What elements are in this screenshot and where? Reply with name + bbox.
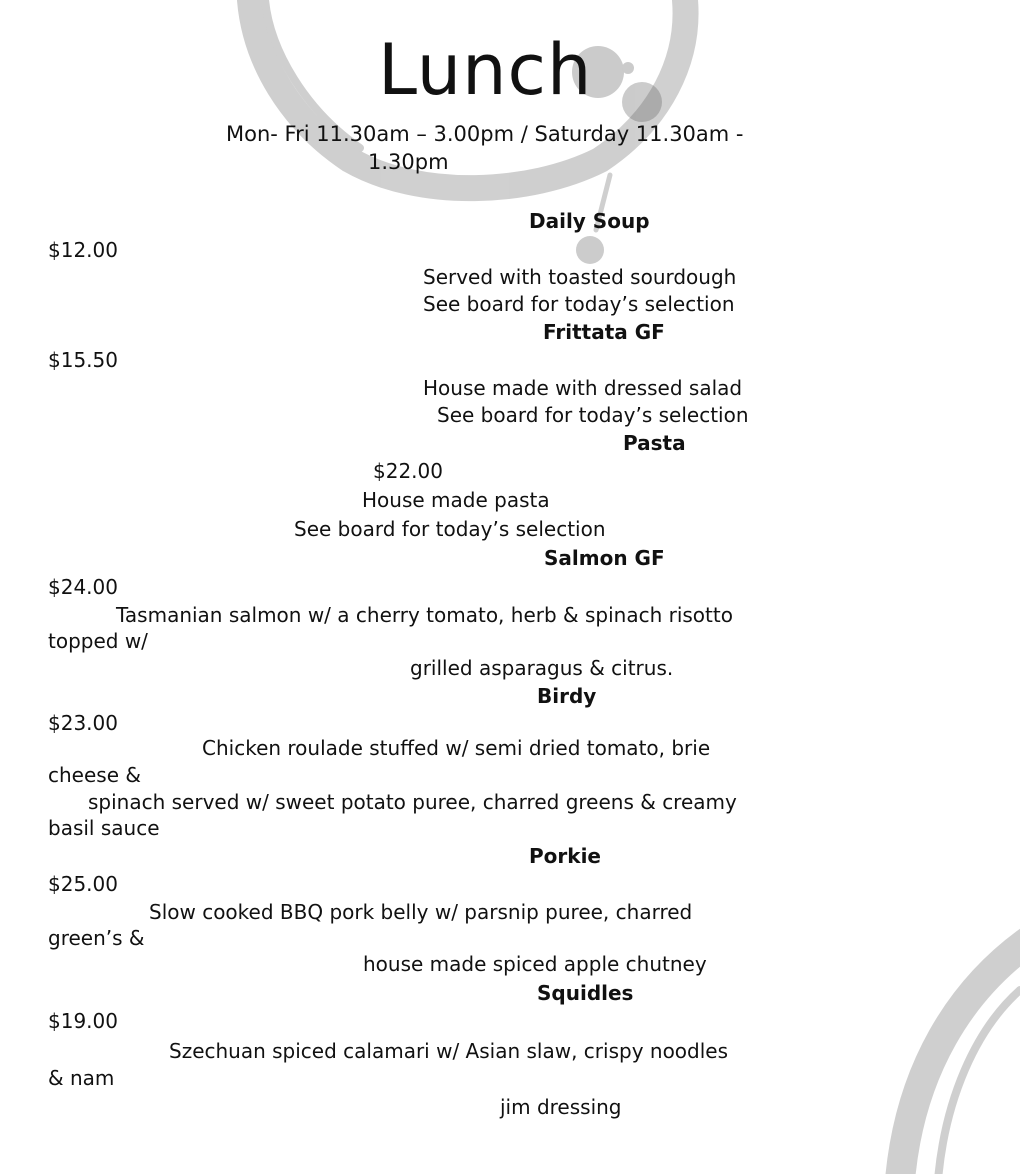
item-description: jim dressing xyxy=(500,1095,622,1119)
item-description: green’s & xyxy=(48,926,145,950)
item-description: See board for today’s selection xyxy=(437,403,749,427)
item-price: $19.00 xyxy=(48,1009,118,1033)
item-name: Porkie xyxy=(529,844,601,868)
coffee-stain-bottom-right xyxy=(900,940,1020,1174)
item-description: Slow cooked BBQ pork belly w/ parsnip puree, charred xyxy=(149,900,693,924)
item-price: $25.00 xyxy=(48,872,118,896)
item-name: Frittata GF xyxy=(543,320,665,344)
item-description: Chicken roulade stuffed w/ semi dried tomato, brie xyxy=(202,736,711,760)
item-description: house made spiced apple chutney xyxy=(363,952,707,976)
item-description: topped w/ xyxy=(48,629,148,653)
item-description: basil sauce xyxy=(48,816,160,840)
item-description: Served with toasted sourdough xyxy=(423,265,737,289)
item-description: See board for today’s selection xyxy=(423,292,735,316)
item-price: $24.00 xyxy=(48,575,118,599)
hours-line-2: 1.30pm xyxy=(368,150,449,174)
item-description: Szechuan spiced calamari w/ Asian slaw, crispy noodles xyxy=(169,1039,729,1063)
item-description: grilled asparagus & citrus. xyxy=(410,656,674,680)
item-name: Salmon GF xyxy=(544,546,665,570)
item-description: Tasmanian salmon w/ a cherry tomato, herb & spinach risotto xyxy=(116,603,733,627)
item-price: $23.00 xyxy=(48,711,118,735)
item-description: & nam xyxy=(48,1066,115,1090)
item-name: Squidles xyxy=(537,981,634,1005)
item-description: House made pasta xyxy=(362,488,550,512)
item-price: $12.00 xyxy=(48,238,118,262)
menu-title: Lunch xyxy=(378,29,593,111)
item-description: cheese & xyxy=(48,763,141,787)
hours-line-1: Mon- Fri 11.30am – 3.00pm / Saturday 11.30am - xyxy=(226,122,744,146)
item-price: $22.00 xyxy=(373,459,443,483)
item-name: Daily Soup xyxy=(529,209,650,233)
item-name: Birdy xyxy=(537,684,597,708)
item-name: Pasta xyxy=(623,431,686,455)
item-description: spinach served w/ sweet potato puree, charred greens & creamy xyxy=(88,790,737,814)
item-price: $15.50 xyxy=(48,348,118,372)
item-description: House made with dressed salad xyxy=(423,376,743,400)
item-description: See board for today’s selection xyxy=(294,517,606,541)
